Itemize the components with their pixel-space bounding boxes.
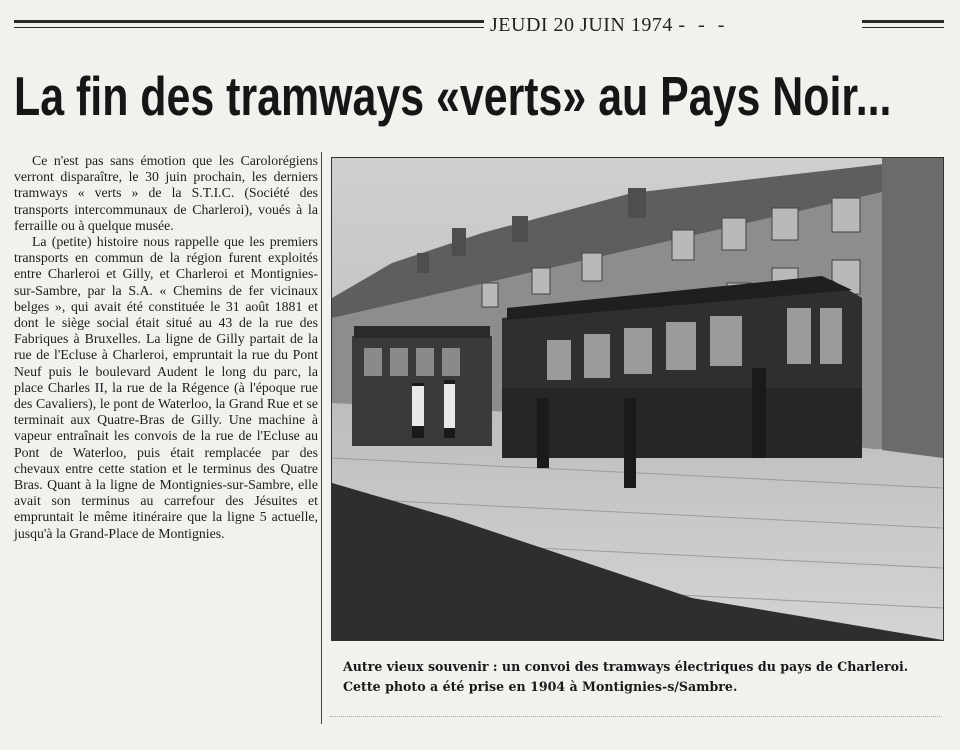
article-paragraph: Ce n'est pas sans émotion que les Carolorégiens verront disparaître, le 30 juin prochain, les derniers tramways « verts » de la S.T.I.C. (Société des transports intercommunaux de Charleroi), voués à la ferraille ou à quelque musée. <box>14 153 318 233</box>
masthead-rule-left <box>14 20 484 23</box>
masthead-rule-right <box>862 20 944 23</box>
article-paragraph: La (petite) histoire nous rappelle que les premiers transports en commun de la région furent exploités entre Charleroi et Gilly, et Charleroi et Montignies-sur-Sambre, par la S.A. « Chemins de fer vicinaux belges », qui avait été constituée le 31 août 1881 et dont le siège social était situé au 43 de la rue des Fabriques à Bruxelles. La ligne de Gilly partait de la rue de l'Ecluse à Charleroi, empruntait la rue du Pont Neuf puis le boulevard Audent le long du parc, la place Charles II, la rue de la Régence (à l'époque rue des Cavaliers), le pont de Waterloo, la Grand Rue et se terminait aux Quatre-Bras de Gilly. Une machine à vapeur entraînait les convois de la rue de l'Ecluse au Pont de Waterloo, puis était remplacée par des chevaux entre cette station et le terminus des Quatre Bras. Quant à la ligne de Montignies-sur-Sambre, elle avait son terminus au carrefour des Jésuites et empruntait le même itinéraire que la ligne 5 actuelle, jusqu'à la Grand-Place de Montignies. <box>14 234 318 541</box>
masthead-rule-left-thin <box>14 27 484 28</box>
photo-caption: Autre vieux souvenir : un convoi des tramways électriques du pays de Charleroi. Cette photo a été prise en 1904 à Montignies-s/Sambre. <box>343 659 909 694</box>
article-body <box>14 153 318 542</box>
masthead-date: JEUDI 20 JUIN 1974 - - - <box>490 14 729 36</box>
tram-photo-illustration <box>332 158 943 640</box>
masthead-rule-right-thin <box>862 27 944 28</box>
tram-photo <box>331 157 944 641</box>
headline: La fin des tramways «verts» au Pays Noir... <box>14 65 892 127</box>
cut-off-text-line <box>330 716 942 727</box>
column-divider <box>321 152 322 724</box>
